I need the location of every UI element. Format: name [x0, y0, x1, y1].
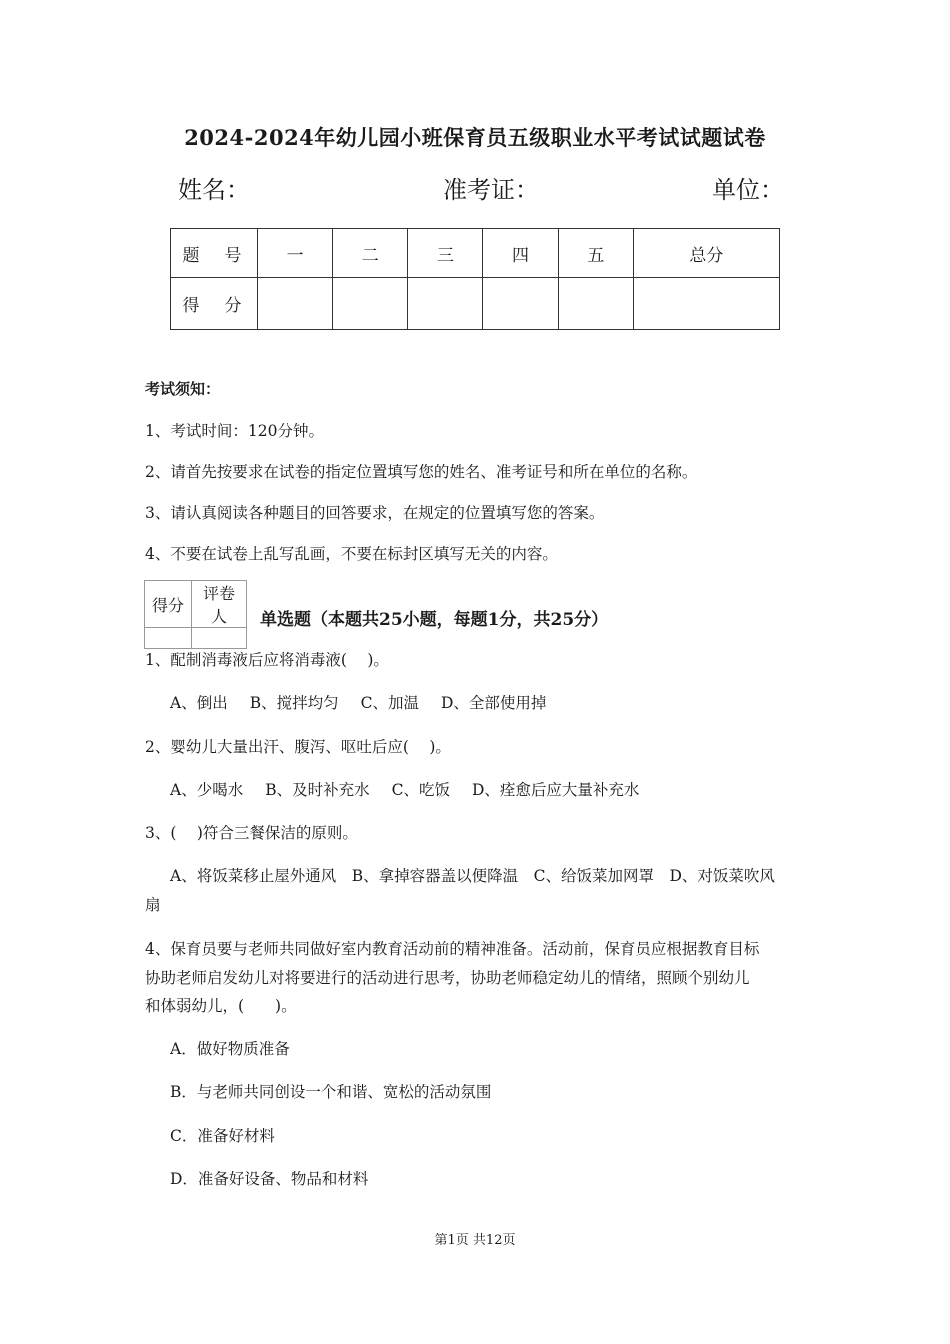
question-options — [170, 778, 661, 800]
score-header-cell: 四 — [483, 229, 558, 278]
notice-item: 2、请首先按要求在试卷的指定位置填写您的姓名、准考证号和所在单位的名称。 — [145, 463, 698, 481]
option-d: D、全部使用掉 — [440, 694, 547, 712]
option-a: A、倒出 — [170, 694, 228, 712]
option-b: B．与老师共同创设一个和谐、宽松的活动氛围 — [170, 1083, 492, 1101]
score-header-label: 题 号 — [171, 229, 258, 278]
score-row-label: 得 分 — [171, 278, 258, 330]
option-b: B、搅拌均匀 — [249, 694, 339, 712]
grader-score-label: 得分 — [145, 581, 192, 628]
option-c: C．准备好材料 — [170, 1127, 275, 1145]
question-stem: 1、配制消毒液后应将消毒液( )。 — [145, 651, 389, 669]
score-table-score-row — [171, 278, 780, 330]
option-c: C、加温 — [360, 694, 419, 712]
question-stem: 2、婴幼儿大量出汗、腹泻、呕吐后应( )。 — [145, 738, 451, 756]
unit-label: 单位： — [712, 176, 784, 204]
score-header-cell: 三 — [408, 229, 483, 278]
notice-item: 1、考试时间：120分钟。 — [145, 422, 324, 440]
document-title: 2024-2024年幼儿园小班保育员五级职业水平考试试题试卷 — [184, 125, 766, 150]
score-cell[interactable] — [483, 278, 558, 330]
score-table-header-row — [171, 229, 780, 278]
question-options — [170, 691, 568, 713]
question-options-line: 扇 — [145, 896, 161, 914]
exam-id-label: 准考证： — [443, 176, 539, 204]
notice-item: 4、不要在试卷上乱写乱画，不要在标封区填写无关的内容。 — [145, 545, 558, 563]
page-footer: 第1页 共12页 — [434, 1233, 516, 1248]
grader-name-label: 评卷人 — [192, 581, 247, 628]
question-stem-line: 和体弱幼儿，( )。 — [145, 997, 297, 1015]
name-label: 姓名： — [178, 176, 250, 204]
score-cell[interactable] — [258, 278, 333, 330]
option-d: D．准备好设备、物品和材料 — [170, 1170, 369, 1188]
grader-name-cell[interactable] — [192, 628, 247, 649]
grader-score-cell[interactable] — [145, 628, 192, 649]
section-title: 单选题（本题共25小题，每题1分，共25分） — [260, 610, 609, 630]
question-options-line: A、将饭菜移止屋外通风 B、拿掉容器盖以便降温 C、给饭菜加网罩 D、对饭菜吹风 — [170, 867, 775, 885]
option-b: B、及时补充水 — [265, 781, 370, 799]
question-stem-line: 协助老师启发幼儿对将要进行的活动进行思考，协助老师稳定幼儿的情绪，照顾个别幼儿 — [145, 969, 750, 987]
notice-heading: 考试须知： — [145, 380, 221, 398]
score-header-cell: 总分 — [633, 229, 779, 278]
score-cell[interactable] — [333, 278, 408, 330]
question-stem-line: 4、保育员要与老师共同做好室内教育活动前的精神准备。活动前，保育员应根据教育目标 — [145, 940, 760, 958]
question-stem: 3、( )符合三餐保洁的原则。 — [145, 824, 358, 842]
score-header-cell: 五 — [558, 229, 633, 278]
score-cell[interactable] — [558, 278, 633, 330]
score-cell[interactable] — [408, 278, 483, 330]
score-cell[interactable] — [633, 278, 779, 330]
grader-box — [144, 580, 247, 649]
option-a: A、少喝水 — [170, 781, 244, 799]
score-header-cell: 一 — [258, 229, 333, 278]
option-d: D、痊愈后应大量补充水 — [471, 781, 640, 799]
option-c: C、吃饭 — [391, 781, 450, 799]
score-table — [170, 228, 780, 330]
notice-item: 3、请认真阅读各种题目的回答要求，在规定的位置填写您的答案。 — [145, 504, 605, 522]
score-header-cell: 二 — [333, 229, 408, 278]
option-a: A．做好物质准备 — [170, 1040, 290, 1058]
